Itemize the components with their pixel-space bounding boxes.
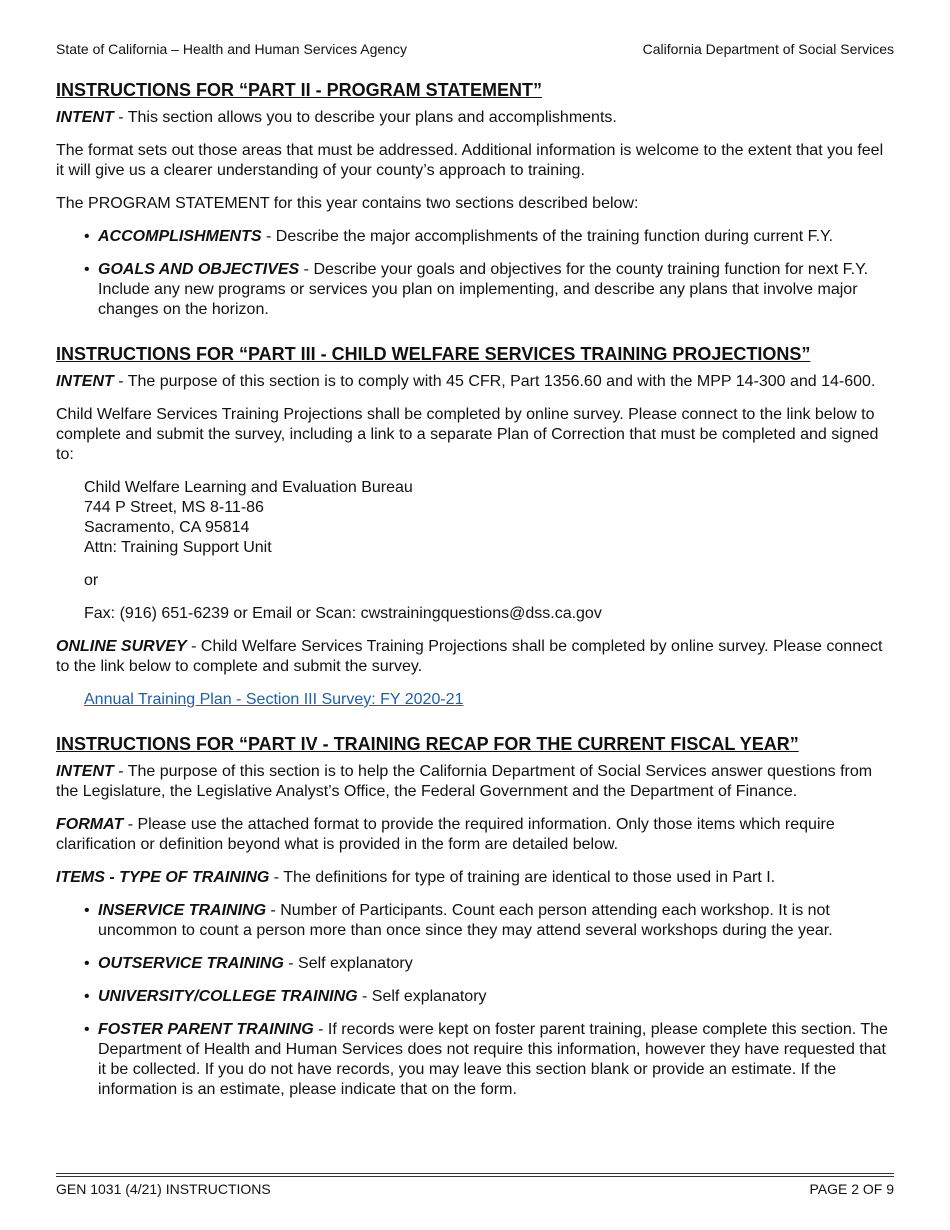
footer-form-id: GEN 1031 (4/21) INSTRUCTIONS xyxy=(56,1181,271,1197)
part2-section xyxy=(56,78,894,320)
fax-email-line: Fax: (916) 651-6239 or Email or Scan: cwstrainingquestions@dss.ca.gov xyxy=(84,605,602,622)
header-agency: State of California – Health and Human Services Agency xyxy=(56,41,407,57)
address-line: 744 P Street, MS 8-11-86 xyxy=(84,499,264,516)
document-page xyxy=(56,0,894,1230)
footer-divider xyxy=(56,1173,894,1174)
part2-intent-keyword: INTENT xyxy=(56,109,114,126)
bullet-keyword: UNIVERSITY/COLLEGE TRAINING xyxy=(98,988,358,1005)
or-separator: or xyxy=(84,572,99,589)
survey-link[interactable]: Annual Training Plan - Section III Survey: FY 2020-21 xyxy=(84,691,464,708)
part2-bullet-list xyxy=(56,227,894,320)
bullet-text: - Self explanatory xyxy=(357,988,487,1005)
part4-section xyxy=(56,732,894,1100)
survey-link-paragraph xyxy=(56,690,894,710)
bullet-text: - Describe your goals and objectives for the county training function for next F.Y. Include any new programs or services you plan on implementing, and describe any plans that involve major changes on the horizon. xyxy=(98,261,869,318)
part4-intent xyxy=(56,762,894,802)
part4-intent-text: - The purpose of this section is to help the California Department of Social Services answer questions from the Legislature, the Legislative Analyst’s Office, the Federal Government and the Department of Finance. xyxy=(56,763,873,800)
part4-intent-keyword: INTENT xyxy=(56,763,114,780)
part3-section xyxy=(56,342,894,710)
bullet-keyword: FOSTER PARENT TRAINING xyxy=(98,1021,314,1038)
online-survey-text: - Child Welfare Services Training Projections shall be completed by online survey. Please connect to the link below to complete and submit the survey. xyxy=(56,638,883,675)
bullet-text: - Self explanatory xyxy=(283,955,413,972)
mailing-address xyxy=(56,478,894,558)
header-department: California Department of Social Services xyxy=(642,41,894,57)
part4-heading: INSTRUCTIONS FOR “PART IV - TRAINING RECAP FOR THE CURRENT FISCAL YEAR” xyxy=(56,734,799,754)
bullet-text: - Number of Participants. Count each person attending each workshop. It is not uncommon to count a person more than once since they may attend several workshops during the year. xyxy=(98,902,833,939)
format-keyword: FORMAT xyxy=(56,816,124,833)
footer-page-number: PAGE 2 OF 9 xyxy=(809,1181,894,1197)
bullet-keyword: ACCOMPLISHMENTS xyxy=(98,228,262,245)
part3-heading: INSTRUCTIONS FOR “PART III - CHILD WELFARE SERVICES TRAINING PROJECTIONS” xyxy=(56,344,811,364)
address-line: Child Welfare Learning and Evaluation Bureau xyxy=(84,479,413,496)
items-text: - The definitions for type of training are identical to those used in Part I. xyxy=(269,869,776,886)
bullet-keyword: GOALS AND OBJECTIVES xyxy=(98,261,300,278)
items-keyword: ITEMS - TYPE OF TRAINING xyxy=(56,869,270,886)
part4-bullet-inservice xyxy=(84,901,894,941)
part2-bullet-accomplishments xyxy=(84,227,894,247)
part2-heading: INSTRUCTIONS FOR “PART II - PROGRAM STATEMENT” xyxy=(56,80,542,100)
part4-bullet-foster xyxy=(84,1020,894,1100)
part4-bullet-university xyxy=(84,987,894,1007)
part3-intent xyxy=(56,372,894,392)
address-line: Sacramento, CA 95814 xyxy=(84,519,250,536)
part4-bullet-outservice xyxy=(84,954,894,974)
part2-bullet-goals xyxy=(84,260,894,320)
part3-intent-keyword: INTENT xyxy=(56,373,114,390)
part3-paragraph-survey: Child Welfare Services Training Projections shall be completed by online survey. Please connect to the link below to complete and submit the survey, including a link to a separate Plan of Correction that must be completed and signed to: xyxy=(56,406,879,463)
part2-intent-text: - This section allows you to describe your plans and accomplishments. xyxy=(113,109,617,126)
part4-bullet-list xyxy=(56,901,894,1100)
part2-paragraph-sections: The PROGRAM STATEMENT for this year contains two sections described below: xyxy=(56,195,639,212)
online-survey-keyword: ONLINE SURVEY xyxy=(56,638,187,655)
bullet-text: - Describe the major accomplishments of the training function during current F.Y. xyxy=(261,228,834,245)
bullet-text: - If records were kept on foster parent training, please complete this section. The Department of Health and Human Services does not require this information, however they have requested that it be collected. If you do not have records, you may leave this section blank or provide an estimate. If the information is an estimate, please indicate that on the form. xyxy=(98,1021,888,1098)
part2-paragraph-format: The format sets out those areas that must be addressed. Additional information is welcome to the extent that you feel it will give us a clearer understanding of your county’s approach to training. xyxy=(56,142,884,179)
part4-format xyxy=(56,815,894,855)
footer-divider xyxy=(56,1176,894,1177)
part3-intent-text: - The purpose of this section is to comply with 45 CFR, Part 1356.60 and with the MPP 14-300 and 14-600. xyxy=(113,373,876,390)
bullet-keyword: INSERVICE TRAINING xyxy=(98,902,267,919)
part2-intent xyxy=(56,108,894,128)
part4-items xyxy=(56,868,894,888)
format-text: - Please use the attached format to provide the required information. Only those items which require clarification or definition beyond what is provided in the form are detailed below. xyxy=(56,816,835,853)
part3-online-survey xyxy=(56,637,894,677)
bullet-keyword: OUTSERVICE TRAINING xyxy=(98,955,284,972)
address-line: Attn: Training Support Unit xyxy=(84,539,272,556)
document-body xyxy=(56,78,894,1113)
